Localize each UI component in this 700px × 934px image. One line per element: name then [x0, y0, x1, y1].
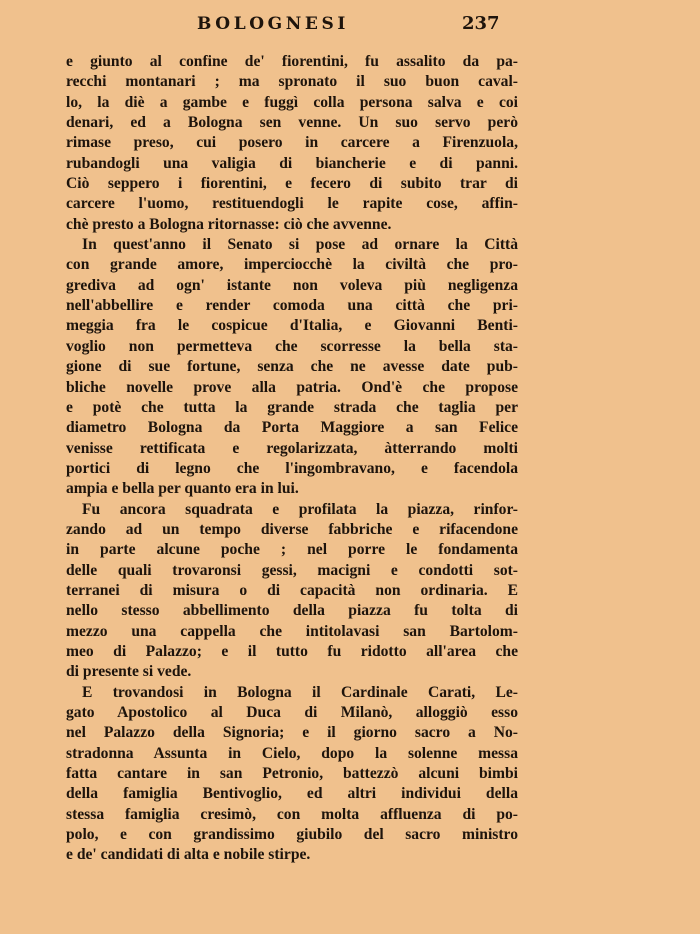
text-line: delle quali trovaronsi gessi, macigni e condotti sot-: [66, 561, 518, 579]
text-line: E trovandosi in Bologna il Cardinale Carati, Le-: [82, 683, 518, 701]
page-number: 237: [462, 13, 500, 34]
text-line: fatta cantare in san Petronio, battezzò alcuni bimbi: [66, 765, 518, 783]
running-title: BOLOGNESI: [197, 14, 349, 34]
text-line: In quest'anno il Senato si pose ad ornare la Città: [82, 236, 518, 254]
text-line: rimase preso, cui posero in carcere a Firenzuola,: [66, 134, 518, 152]
text-line: ampia e bella per quanto era in lui.: [66, 480, 299, 498]
text-line: della famiglia Bentivoglio, ed altri individui della: [66, 785, 518, 803]
text-line: polo, e con grandissimo giubilo del sacro ministro: [66, 826, 518, 844]
text-line: voglio non permetteva che scorresse la bella sta-: [66, 337, 518, 355]
text-line: terranei di misura o di capacità non ordinaria. E: [66, 581, 518, 599]
text-line: in parte alcune poche ; nel porre le fondamenta: [66, 541, 518, 559]
text-line: venisse rettificata e regolarizzata, àtterrando molti: [66, 439, 518, 457]
text-line: gione di sue fortune, senza che ne avesse date pub-: [66, 358, 518, 376]
text-line: stessa famiglia cresimò, con molta affluenza di po-: [66, 805, 518, 823]
text-line: con grande amore, imperciocchè la civiltà che pro-: [66, 256, 518, 274]
text-line: nell'abbellire e render comoda una città che pri-: [66, 297, 518, 315]
text-line: denari, ed a Bologna sen venne. Un suo servo però: [66, 114, 518, 132]
text-line: recchi montanari ; ma spronato il suo buon caval-: [66, 73, 518, 91]
text-line: bliche novelle prove alla patria. Ond'è che propose: [66, 378, 518, 396]
text-line: zando ad un tempo diverse fabbriche e rifacendone: [66, 520, 518, 538]
body-text: [66, 52, 518, 866]
text-line: lo, la diè a gambe e fuggì colla persona salva e coi: [66, 93, 518, 111]
text-line: di presente si vede.: [66, 663, 192, 681]
text-line: grediva ad ogn' istante non voleva più negligenza: [66, 276, 518, 294]
text-line: e de' candidati di alta e nobile stirpe.: [66, 846, 311, 864]
text-line: Fu ancora squadrata e profilata la piazza, rinfor-: [82, 500, 518, 518]
text-line: stradonna Assunta in Cielo, dopo la solenne messa: [66, 744, 518, 762]
text-line: Ciò seppero i fiorentini, e fecero di subito trar di: [66, 175, 518, 193]
text-line: carcere l'uomo, restituendogli le rapite cose, affin-: [66, 195, 518, 213]
text-line: e potè che tutta la grande strada che taglia per: [66, 398, 518, 416]
text-line: gato Apostolico al Duca di Milanò, alloggiò esso: [66, 704, 518, 721]
text-line: meggia fra le cospicue d'Italia, e Giovanni Benti-: [66, 317, 518, 335]
text-line: meo di Palazzo; e il tutto fu ridotto all'area che: [66, 642, 518, 660]
text-line: mezzo una cappella che intitolavasi san Bartolom-: [66, 622, 518, 640]
text-line: portici di legno che l'ingombravano, e facendola: [66, 459, 518, 477]
text-line: e giunto al confine de' fiorentini, fu assalito da pa-: [66, 53, 518, 70]
text-line: nel Palazzo della Signoria; e il giorno sacro a No-: [66, 724, 518, 742]
text-line: chè presto a Bologna ritornasse: ciò che avvenne.: [66, 215, 392, 233]
text-line: rubandogli una valigia di biancherie e di panni.: [66, 154, 518, 172]
text-line: nello stesso abbellimento della piazza fu tolta di: [66, 602, 518, 620]
text-line: diametro Bologna da Porta Maggiore a san Felice: [66, 419, 518, 437]
